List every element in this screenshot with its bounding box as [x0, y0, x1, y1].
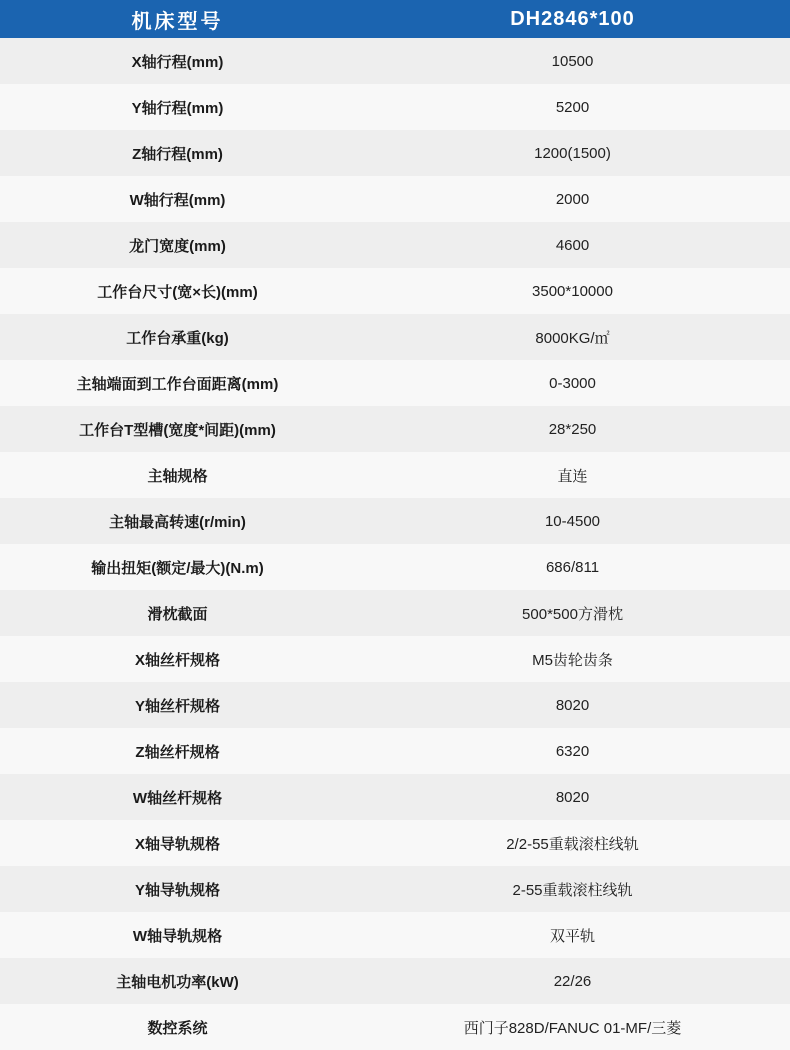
table-row: [0, 820, 790, 866]
spec-label-cell: W轴导轨规格: [0, 912, 355, 958]
spec-value-cell: M5齿轮齿条: [355, 636, 790, 682]
spec-value-cell: 686/811: [355, 544, 790, 590]
spec-value-cell: 22/26: [355, 958, 790, 1004]
spec-label-cell: X轴丝杆规格: [0, 636, 355, 682]
table-row: [0, 84, 790, 130]
table-row: [0, 498, 790, 544]
table-row: [0, 866, 790, 912]
table-row: [0, 314, 790, 360]
spec-label-cell: W轴丝杆规格: [0, 774, 355, 820]
table-row: [0, 130, 790, 176]
spec-value-cell: 2000: [355, 176, 790, 222]
table-row: [0, 958, 790, 1004]
table-row: [0, 636, 790, 682]
header-label-cell: 机床型号: [0, 0, 355, 38]
spec-label-cell: 主轴规格: [0, 452, 355, 498]
spec-value-cell: 双平轨: [355, 912, 790, 958]
spec-label-cell: 主轴最高转速(r/min): [0, 498, 355, 544]
table-row: [0, 222, 790, 268]
header-value-cell: DH2846*100: [355, 0, 790, 38]
spec-label-cell: W轴行程(mm): [0, 176, 355, 222]
spec-value-cell: 5200: [355, 84, 790, 130]
spec-label-cell: 滑枕截面: [0, 590, 355, 636]
spec-value-cell: 8020: [355, 774, 790, 820]
spec-value-cell: 0-3000: [355, 360, 790, 406]
table-header-row: [0, 0, 790, 38]
table-row: [0, 176, 790, 222]
spec-value-cell: 500*500方滑枕: [355, 590, 790, 636]
spec-value-cell: 10-4500: [355, 498, 790, 544]
spec-label-cell: 主轴电机功率(kW): [0, 958, 355, 1004]
spec-value-cell: 直连: [355, 452, 790, 498]
spec-label-cell: X轴导轨规格: [0, 820, 355, 866]
spec-label-cell: 工作台尺寸(宽×长)(mm): [0, 268, 355, 314]
spec-value-cell: 28*250: [355, 406, 790, 452]
spec-label-cell: Z轴丝杆规格: [0, 728, 355, 774]
spec-value-cell: 2/2-55重载滚柱线轨: [355, 820, 790, 866]
table-row: [0, 406, 790, 452]
spec-value-cell: 1200(1500): [355, 130, 790, 176]
table-row: [0, 38, 790, 84]
table-row: [0, 360, 790, 406]
spec-label-cell: 输出扭矩(额定/最大)(N.m): [0, 544, 355, 590]
table-row: [0, 544, 790, 590]
spec-value-cell: 4600: [355, 222, 790, 268]
spec-value-cell: 西门子828D/FANUC 01-MF/三菱: [355, 1004, 790, 1050]
spec-label-cell: X轴行程(mm): [0, 38, 355, 84]
table-row: [0, 590, 790, 636]
table-row: [0, 774, 790, 820]
spec-label-cell: Y轴行程(mm): [0, 84, 355, 130]
table-row: [0, 728, 790, 774]
spec-label-cell: Z轴行程(mm): [0, 130, 355, 176]
spec-value-cell: 8000KG/㎡: [355, 314, 790, 360]
spec-value-cell: 8020: [355, 682, 790, 728]
table-row: [0, 682, 790, 728]
table-row: [0, 452, 790, 498]
spec-label-cell: 主轴端面到工作台面距离(mm): [0, 360, 355, 406]
table-row: [0, 1004, 790, 1050]
spec-label-cell: Y轴导轨规格: [0, 866, 355, 912]
spec-label-cell: 数控系统: [0, 1004, 355, 1050]
spec-label-cell: 工作台T型槽(宽度*间距)(mm): [0, 406, 355, 452]
spec-value-cell: 3500*10000: [355, 268, 790, 314]
spec-label-cell: Y轴丝杆规格: [0, 682, 355, 728]
spec-value-cell: 10500: [355, 38, 790, 84]
table-row: [0, 268, 790, 314]
spec-label-cell: 工作台承重(kg): [0, 314, 355, 360]
table-row: [0, 912, 790, 958]
spec-value-cell: 6320: [355, 728, 790, 774]
spec-label-cell: 龙门宽度(mm): [0, 222, 355, 268]
spec-value-cell: 2-55重载滚柱线轨: [355, 866, 790, 912]
